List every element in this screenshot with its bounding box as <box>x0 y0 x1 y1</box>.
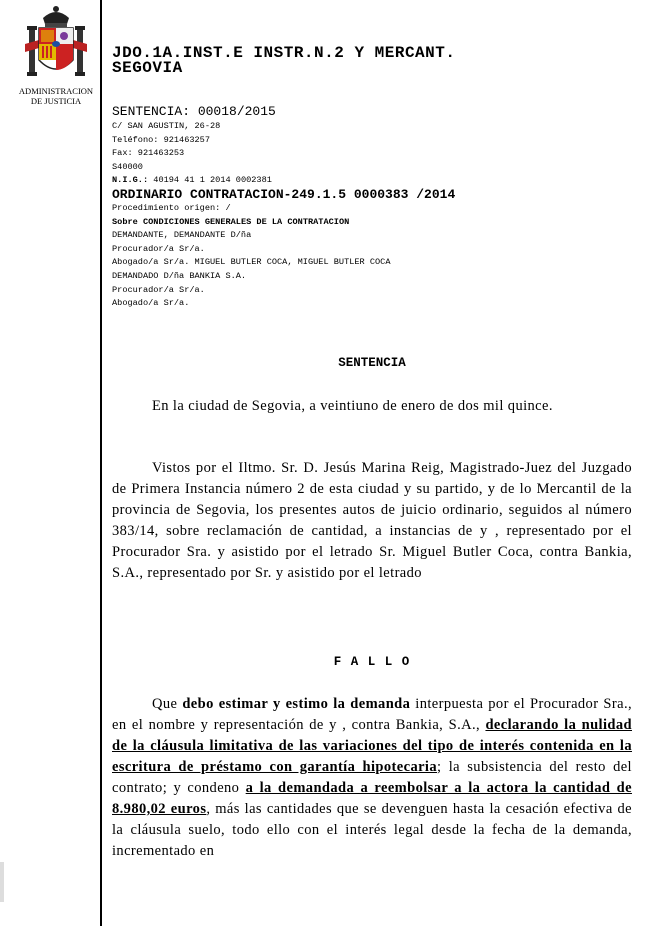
abogado-demandante: Abogado/a Sr/a. MIGUEL BUTLER COCA, MIGUEL BUTLER COCA <box>112 257 391 268</box>
demandado: DEMANDADO D/ña BANKIA S.A. <box>112 270 247 281</box>
postal-code: S40000 <box>112 161 143 172</box>
crest-icon <box>25 4 87 84</box>
crest-label-line1: ADMINISTRACION <box>18 86 94 96</box>
fallo-estimo: debo estimar y estimo la demanda <box>182 696 411 712</box>
fallo-title: F A L L O <box>333 655 411 669</box>
abogado-demandado: Abogado/a Sr/a. <box>112 298 190 309</box>
paragraph-date-text: En la ciudad de Segovia, a veintiuno de enero de dos mil quince. <box>152 398 553 414</box>
paragraph-vistos-text: Vistos por el Iltmo. Sr. D. Jesús Marina Reig, Magistrado-Juez del Juzgado de Primera Instancia número 2 de esta ciudad y su partido, y de lo Mercantil de la provincia de Segovia, los presentes autos de juicio ordinario, seguidos al número 383/14, sobre reclamación de cantidad, a instancias de y , representado por el Procurador Sra. y asistido por el letrado Sr. Miguel Butler Coca, contra Bankia, S.A., representado por Sr. y asistido por el letrado <box>112 460 632 581</box>
demandante: DEMANDANTE, DEMANDANTE D/ña <box>112 230 252 241</box>
court-name: JDO.1A.INST.E INSTR.N.2 Y MERCANT. <box>112 44 456 62</box>
fallo-text-3: , más las cantidades que se devenguen hasta la cesación efectiva de la cláusula suelo, todo ello con el interés legal desde la fecha de la demanda, incrementado en <box>112 801 632 859</box>
procurador-demandante: Procurador/a Sr/a. <box>112 243 205 254</box>
edge-mark <box>0 862 4 902</box>
nig-value: 40194 41 1 2014 0002381 <box>153 175 272 186</box>
court-city: SEGOVIA <box>112 59 183 77</box>
fallo-text-1: interpuesta por el Procurador Sra., en el nombre y representación de y , contra Bankia, S.A., <box>112 696 632 733</box>
case-metadata <box>112 104 455 311</box>
court-phone: Teléfono: 921463257 <box>112 134 210 145</box>
court-fax: Fax: 921463253 <box>112 148 185 159</box>
sobre-value: CONDICIONES GENERALES DE LA CONTRATACION <box>142 216 350 227</box>
court-header <box>112 46 455 76</box>
fallo-nulidad: declarando la nulidad de la cláusula limitativa de las variaciones del tipo de interés contenida en la escritura de préstamo con garantía hipotecaria <box>112 717 632 775</box>
nig <box>112 174 455 188</box>
sobre-label: Sobre <box>112 216 138 227</box>
margin-line <box>100 0 102 926</box>
crest-label-line2: DE JUSTICIA <box>30 96 82 106</box>
paragraph-date <box>112 396 632 417</box>
fallo-text-2: ; la subsistencia del resto del contrato; y condeno <box>112 759 632 796</box>
coat-of-arms <box>14 4 98 106</box>
nig-label: N.I.G.: <box>112 175 149 186</box>
ordinario-line: ORDINARIO CONTRATACION-249.1.5 0000383 /2014 <box>112 186 456 202</box>
sentencia-number: SENTENCIA: 00018/2015 <box>112 104 276 119</box>
sentencia-title: SENTENCIA <box>338 356 406 370</box>
fallo-reembolso: a la demandada a reembolsar a la actora la cantidad de 8.980,02 euros <box>112 780 632 817</box>
paragraph-vistos <box>112 458 632 584</box>
procedimiento-origen: Procedimiento origen: / <box>112 202 231 213</box>
paragraph-fallo <box>112 694 632 862</box>
sobre-line <box>112 216 455 230</box>
procurador-demandado: Procurador/a Sr/a. <box>112 284 205 295</box>
fallo-que: Que <box>152 696 183 712</box>
court-address: C/ SAN AGUSTIN, 26-28 <box>112 121 221 131</box>
